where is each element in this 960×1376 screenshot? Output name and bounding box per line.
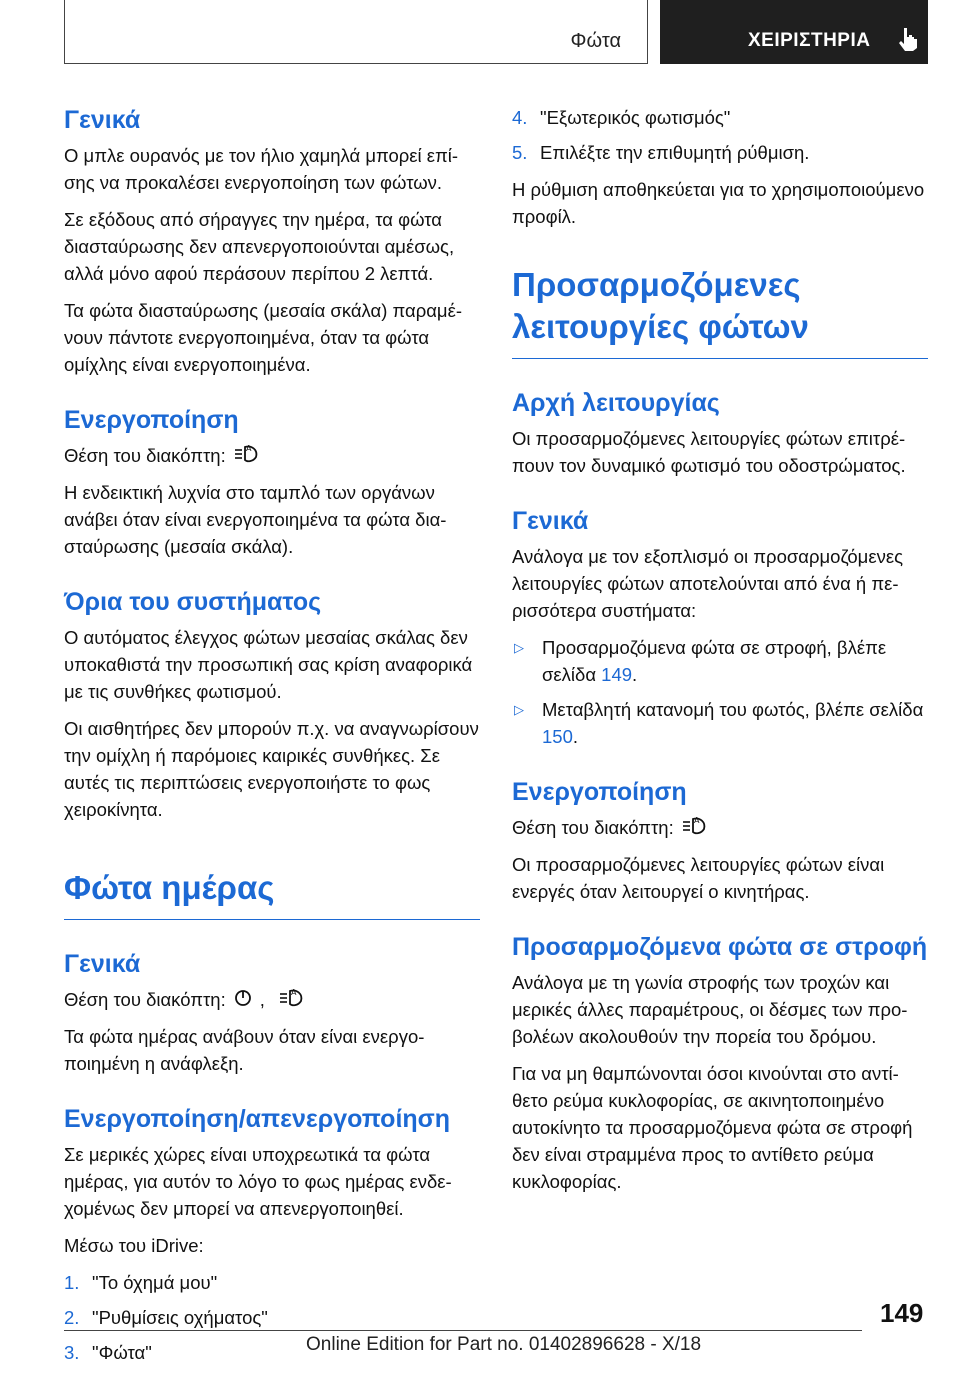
switch-position-label: Θέση του διακόπτη: <box>64 445 226 466</box>
switch-off-icon <box>232 986 254 1010</box>
step-text: "Φώτα" <box>92 1342 152 1363</box>
paragraph: Οι αισθητήρες δεν μπορούν π.χ. να αναγνωρίσουν την ομίχλη ή παρόμοιες καιρικές συνθήκες. Σε αυτές τις περιπτώσεις ενεργοποιήστε το φως χειροκίνητα. <box>64 718 479 820</box>
auto-light-switch-icon <box>277 986 307 1010</box>
svg-text:A: A <box>693 816 700 825</box>
list-item <box>64 1304 480 1331</box>
step-number: 5. <box>512 142 528 163</box>
paragraph: Σε μερικές χώρες είναι υποχρεωτικά τα φώτα ημέρας, για αυτόν το λόγο το φως ημέρας ενδεχομένως δεν μπορεί να απενεργοποιηθεί. <box>64 1144 452 1219</box>
paragraph: Τα φώτα διασταύρωσης (μεσαία σκάλα) παραμένουν πάντοτε ενεργοποιημένα, όταν τα φώτα ομίχλης είναι ενεργοποιημένα. <box>64 300 462 375</box>
paragraph: Η ενδεικτική λυχνία στο ταμπλό των οργάνων ανάβει όταν είναι ενεργοποιημένα τα φώτα διασταύρωσης (μεσαία σκάλα). <box>64 482 447 557</box>
heading-general: Γενικά <box>512 507 589 535</box>
paragraph: Μέσω του iDrive: <box>64 1235 204 1256</box>
list-item <box>512 104 928 131</box>
auto-light-switch-icon <box>232 442 262 466</box>
paragraph: Για να μη θαμπώνονται όσοι κινούνται στο αντίθετο ρεύμα κυκλοφορίας, σε ακινητοποιημένο αυτοκίνητο τα προσαρμοζόμενα φώτα σε στροφή δεν είναι στραμμένα προς το αντίθετο ρεύμα κυκλοφορίας. <box>512 1063 913 1192</box>
right-column <box>512 104 928 1205</box>
svg-text:A: A <box>290 988 297 997</box>
heading-adaptive-curve-lights: Προσαρμοζόμενα φώτα σε στροφή <box>512 933 928 961</box>
heading-daytime-lights: Φώτα ημέρας <box>64 867 480 920</box>
paragraph: Ανάλογα με τη γωνία στροφής των τροχών και μερικές άλλες παραμέτρους, οι δέσμες των προβολέων ακολουθούν την πορεία του δρόμου. <box>512 972 908 1047</box>
list-item <box>512 696 928 750</box>
heading-activation: Ενεργοποίηση <box>512 778 687 806</box>
header-section-title: Φώτα <box>570 30 621 52</box>
paragraph: Οι προσαρμοζόμενες λειτουργίες φώτων είναι ενεργές όταν λειτουργεί ο κινητήρας. <box>512 854 885 902</box>
step-number: 1. <box>64 1272 80 1293</box>
header-manual-tab <box>660 0 928 64</box>
paragraph: Ο μπλε ουρανός με τον ήλιο χαμηλά μπορεί επίσης να προκαλέσει ενεργοποίηση των φώτων. <box>64 145 459 193</box>
step-number: 4. <box>512 107 528 128</box>
step-text: "Ρυθμίσεις οχήματος" <box>92 1307 268 1328</box>
heading-adaptive-light-functions: Προσαρμοζόμενες λειτουργίες φώτων <box>512 264 928 359</box>
idrive-steps-list-continued <box>512 104 928 166</box>
separator-comma: , <box>259 989 265 1010</box>
page-number: 149 <box>880 1298 924 1328</box>
heading-principle: Αρχή λειτουργίας <box>512 389 720 417</box>
bullet-triangle-icon: ▷ <box>514 702 524 717</box>
switch-position-line <box>64 986 480 1013</box>
heading-general: Γενικά <box>64 950 141 978</box>
list-item <box>64 1269 480 1296</box>
list-item-text: Μεταβλητή κατανομή του φωτός, βλέπε σελίδα 150. <box>542 699 924 747</box>
paragraph: Ο αυτόματος έλεγχος φώτων μεσαίας σκάλας δεν υποκαθιστά την προσωπική σας κρίση αναφορικά με τις συνθήκες φωτισμού. <box>64 627 473 702</box>
switch-position-line <box>512 814 928 841</box>
page-link[interactable]: 150 <box>542 726 573 747</box>
auto-light-switch-icon <box>680 814 710 838</box>
paragraph: Ανάλογα με τον εξοπλισμό οι προσαρμοζόμενες λειτουργίες φώτων αποτελούνται από ένα ή περισσότερα συστήματα: <box>512 546 903 621</box>
step-text: "Το όχημά μου" <box>92 1272 218 1293</box>
paragraph: Η ρύθμιση αποθηκεύεται για το χρησιμοποιούμενο προφίλ. <box>512 179 925 227</box>
list-item <box>512 139 928 166</box>
heading-system-limits: Όρια του συστήματος <box>64 588 322 616</box>
list-item-text: Προσαρμοζόμενα φώτα σε στροφή, βλέπε σελίδα 149. <box>542 637 887 685</box>
switch-position-label: Θέση του διακόπτη: <box>512 817 674 838</box>
header-section-box <box>64 0 648 64</box>
list-item <box>512 634 928 688</box>
hand-pointer-icon <box>896 26 920 52</box>
svg-text:A: A <box>245 444 252 453</box>
page-link[interactable]: 149 <box>601 664 633 685</box>
switch-position-label: Θέση του διακόπτη: <box>64 989 226 1010</box>
bullet-triangle-icon: ▷ <box>514 640 524 655</box>
heading-activation-deactivation: Ενεργοποίηση/απενεργοποίηση <box>64 1105 451 1133</box>
systems-list <box>512 634 928 750</box>
footer-divider <box>64 1330 862 1331</box>
step-text: Επιλέξτε την επιθυμητή ρύθμιση. <box>540 142 810 163</box>
paragraph: Τα φώτα ημέρας ανάβουν όταν είναι ενεργοποιημένη η ανάφλεξη. <box>64 1026 425 1074</box>
paragraph: Σε εξόδους από σήραγγες την ημέρα, τα φώτα διασταύρωσης δεν απενεργοποιούνται αμέσως, αλλά μόνο αφού περάσουν περίπου 2 λεπτά. <box>64 209 455 284</box>
step-number: 2. <box>64 1307 80 1328</box>
switch-position-line <box>64 442 480 469</box>
footer-edition: Online Edition for Part no. 01402896628 - X/18 <box>306 1334 702 1355</box>
heading-general: Γενικά <box>64 106 141 134</box>
paragraph: Οι προσαρμοζόμενες λειτουργίες φώτων επιτρέπουν τον δυναμικό φωτισμό του οδοστρώματος. <box>512 428 906 476</box>
left-column <box>64 104 480 1376</box>
header-manual-title: ΧΕΙΡΙΣΤΗΡΙΑ <box>748 30 871 51</box>
step-number: 3. <box>64 1342 80 1363</box>
step-text: "Εξωτερικός φωτισμός" <box>540 107 731 128</box>
heading-activation: Ενεργοποίηση <box>64 406 239 434</box>
